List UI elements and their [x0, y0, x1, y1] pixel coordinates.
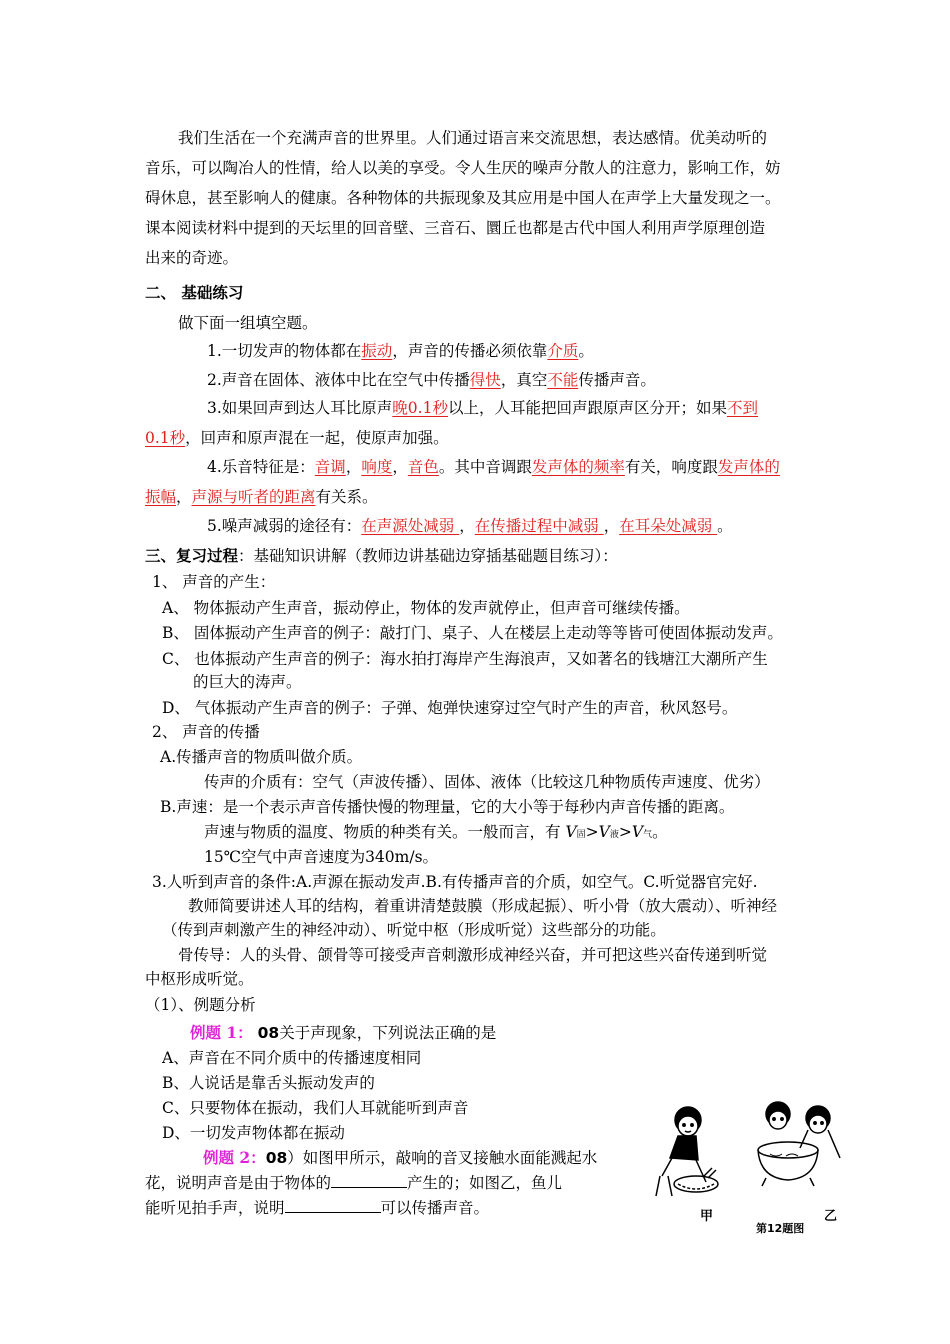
q3-text-a: 3.如果回声到达人耳比原声 — [207, 399, 393, 417]
q4-text-d: 有关系。 — [315, 488, 378, 506]
bone-conduction-line-2: 中枢形成听觉。 — [145, 970, 254, 988]
section2-title: 二、 基础练习 — [145, 283, 244, 302]
q2-answer-1: 得快 — [469, 371, 501, 389]
q1-text-b: ，声音的传播必须依靠 — [392, 342, 548, 360]
q1-text-a: 1.一切发声的物体都在 — [207, 342, 362, 360]
point-1-c-line-1: C、 也体振动产生声音的例子：海水拍打海岸产生海浪声，又如著名的钱塘江大潮所产生 — [162, 650, 768, 668]
section2-instruction: 做下面一组填空题。 — [178, 314, 318, 332]
q1-answer-2: 介质 — [547, 342, 579, 360]
subscript-gas: 气 — [643, 830, 653, 840]
example-1-question: 关于声现象，下列说法正确的是 — [279, 1024, 497, 1042]
q5-answer-1: 在声源处减弱 — [361, 517, 460, 535]
example-2-line-2 — [145, 1173, 562, 1193]
bone-conduction-line-1: 骨传导：人的头骨、颌骨等可接受声音刺激形成神经兴奋，并可把这些兴奋传递到听觉 — [178, 946, 768, 964]
q3-text-b: 以上，人耳能把回声跟原声区分开；如果 — [447, 399, 727, 417]
figure-caption: 第12题图 — [756, 1222, 805, 1235]
q5-answer-2: 在传播过程中减弱 — [474, 517, 604, 535]
q1-text-c: 。 — [578, 342, 594, 360]
q3-text-c: ，回声和原声混在一起，使原声加强。 — [185, 429, 449, 447]
intro-line-5: 出来的奇迹。 — [145, 249, 239, 267]
q2-answer-2: 不能 — [547, 371, 579, 389]
example-2-year: 08 — [265, 1149, 288, 1167]
figure-label-right: 乙 — [824, 1209, 838, 1224]
illustration-figure — [648, 1098, 848, 1235]
q4-answer-6: 声源与听者的距离 — [191, 488, 316, 506]
q3-answer-2b: 0.1秒 — [145, 429, 186, 447]
subscript-liquid: 液 — [609, 830, 619, 840]
q4-answer-1: 音调 — [314, 458, 346, 476]
q5-sep-1: ， — [459, 517, 475, 535]
question-5 — [207, 516, 733, 536]
point-2-a: A.传播声音的物质叫做介质。 — [160, 748, 363, 766]
example-1-label: 例题 1： — [190, 1023, 253, 1042]
point-2-b-speed: 15℃空气中声音速度为340m/s。 — [204, 848, 439, 866]
q2-text-c: 传播声音。 — [578, 371, 656, 389]
subscript-solid: 固 — [576, 830, 586, 840]
section3-title-bold: 三、复习过程 — [145, 546, 239, 565]
intro-line-1: 我们生活在一个充满声音的世界里。人们通过语言来交流思想，表达感情。优美动听的 — [178, 129, 768, 147]
girl-with-tuning-fork — [656, 1107, 718, 1196]
v-symbol: V — [631, 823, 644, 841]
intro-line-3: 碍休息，甚至影响人的健康。各种物体的共振现象及其应用是中国人在声学上大量发现之一。 — [145, 189, 781, 207]
period: 。 — [652, 823, 668, 841]
point-1-d: D、 气体振动产生声音的例子：子弹、炮弹快速穿过空气时产生的声音，秋风怒号。 — [162, 699, 738, 717]
point-3: 3.人听到声音的条件:A.声源在振动发声.B.有传播声音的介质，如空气。C.听觉器官完好. — [152, 873, 758, 891]
question-1 — [207, 341, 594, 361]
question-4-line-1 — [207, 457, 780, 477]
answer-blank-2[interactable] — [285, 1198, 381, 1213]
q4-answer-5b: 振幅 — [145, 488, 177, 506]
example-2-text-2a: 花，说明声音是由于物体的 — [145, 1174, 332, 1192]
q5-text-a: 5.噪声减弱的途径有： — [207, 517, 362, 535]
kids-at-fish-pot — [758, 1102, 840, 1186]
example-2-label: 例题 2： — [203, 1148, 266, 1167]
point-2-a-detail: 传声的介质有：空气（声波传播）、固体、液体（比较这几种物质传声速度、优劣） — [204, 773, 770, 791]
point-1-b: B、 固体振动产生声音的例子：敲打门、桌子、人在楼层上走动等等皆可使固体振动发声。 — [162, 624, 783, 642]
figure-drawing — [648, 1098, 848, 1235]
example-2-line-3 — [145, 1198, 489, 1218]
example-2-text-1: ）如图甲所示，敲响的音叉接触水面能溅起水 — [287, 1149, 598, 1167]
point-3-detail-line-2: （传到声刺激产生的神经冲动）、听觉中枢（形成听觉）这些部分的功能。 — [162, 921, 666, 939]
gt-sign-2: > — [618, 823, 632, 841]
example-1-option-d: D、一切发声物体都在振动 — [162, 1124, 345, 1142]
q4-text-b: 。其中音调跟 — [438, 458, 532, 476]
intro-line-2: 音乐，可以陶冶人的性情，给人以美的享受。令人生厌的噪声分散人的注意力，影响工作，妨 — [145, 159, 781, 177]
speed-relation-text: 声速与物质的温度、物质的种类有关。一般而言，有 — [204, 823, 566, 841]
q4-sep-2: ， — [392, 458, 408, 476]
q2-text-b: ，真空 — [500, 371, 548, 389]
example-1-stem — [190, 1023, 496, 1043]
q5-sep-2: ， — [603, 517, 620, 535]
question-3-line-2 — [145, 428, 449, 448]
example-1-option-a: A、声音在不同介质中的传播速度相同 — [162, 1049, 422, 1067]
q4-text-c: 有关，响度跟 — [624, 458, 718, 476]
question-2 — [207, 370, 656, 390]
example-1-option-b: B、人说话是靠舌头振动发声的 — [162, 1074, 375, 1092]
q5-text-c: 。 — [717, 517, 733, 535]
gt-sign-1: > — [585, 823, 599, 841]
point-2-b: B.声速：是一个表示声音传播快慢的物理量，它的大小等于每秒内声音传播的距离。 — [160, 798, 735, 816]
example-2-text-2b: 产生的；如图乙，鱼儿 — [407, 1174, 563, 1192]
example-analysis-title: （1）、例题分析 — [145, 996, 256, 1014]
q3-answer-1: 晚0.1秒 — [392, 399, 448, 417]
example-2-text-3b: 可以传播声音。 — [380, 1199, 490, 1217]
q3-answer-2a: 不到 — [726, 399, 758, 417]
q4-answer-5a: 发声体的 — [717, 458, 780, 476]
question-4-line-2 — [145, 487, 378, 507]
intro-line-4: 课本阅读材料中提到的天坛里的回音壁、三音石、圜丘也都是古代中国人利用声学原理创造 — [145, 219, 766, 237]
q2-text-a: 2.声音在固体、液体中比在空气中传播 — [207, 371, 470, 389]
point-2-title: 2、 声音的传播 — [152, 723, 260, 741]
point-1-c-line-2: 的巨大的涛声。 — [193, 673, 302, 691]
point-3-detail-line-1: 教师简要讲述人耳的结构，着重讲清楚鼓膜（形成起振）、听小骨（放大震动）、听神经 — [188, 897, 778, 915]
example-2-text-3a: 能听见拍手声，说明 — [145, 1199, 285, 1217]
section3-title-rest: ：基础知识讲解（教师边讲基础边穿插基础题目练习）： — [238, 547, 618, 565]
v-symbol: V — [598, 823, 610, 841]
q5-answer-3: 在耳朵处减弱 — [619, 517, 718, 535]
figure-label-left: 甲 — [700, 1209, 714, 1224]
example-1-year: 08 — [257, 1024, 280, 1042]
v-symbol: V — [565, 823, 577, 841]
point-1-title: 1、 声音的产生： — [152, 573, 276, 591]
section3-title — [145, 546, 618, 566]
question-3-line-1 — [207, 398, 758, 418]
q4-answer-2: 响度 — [361, 458, 393, 476]
q4-answer-4: 发声体的频率 — [531, 458, 625, 476]
q1-answer-1: 振动 — [361, 342, 393, 360]
q4-sep-3: ， — [176, 488, 192, 506]
example-2-line-1 — [203, 1148, 597, 1168]
point-2-b-detail — [204, 822, 668, 845]
q4-sep-1: ， — [345, 458, 362, 476]
q4-answer-3: 音色 — [407, 458, 439, 476]
example-1-option-c: C、只要物体在振动，我们人耳就能听到声音 — [162, 1099, 469, 1117]
point-1-a: A、 物体振动产生声音，振动停止，物体的发声就停止，但声音可继续传播。 — [162, 599, 690, 617]
q4-text-a: 4.乐音特征是： — [207, 458, 315, 476]
answer-blank-1[interactable] — [331, 1173, 407, 1188]
